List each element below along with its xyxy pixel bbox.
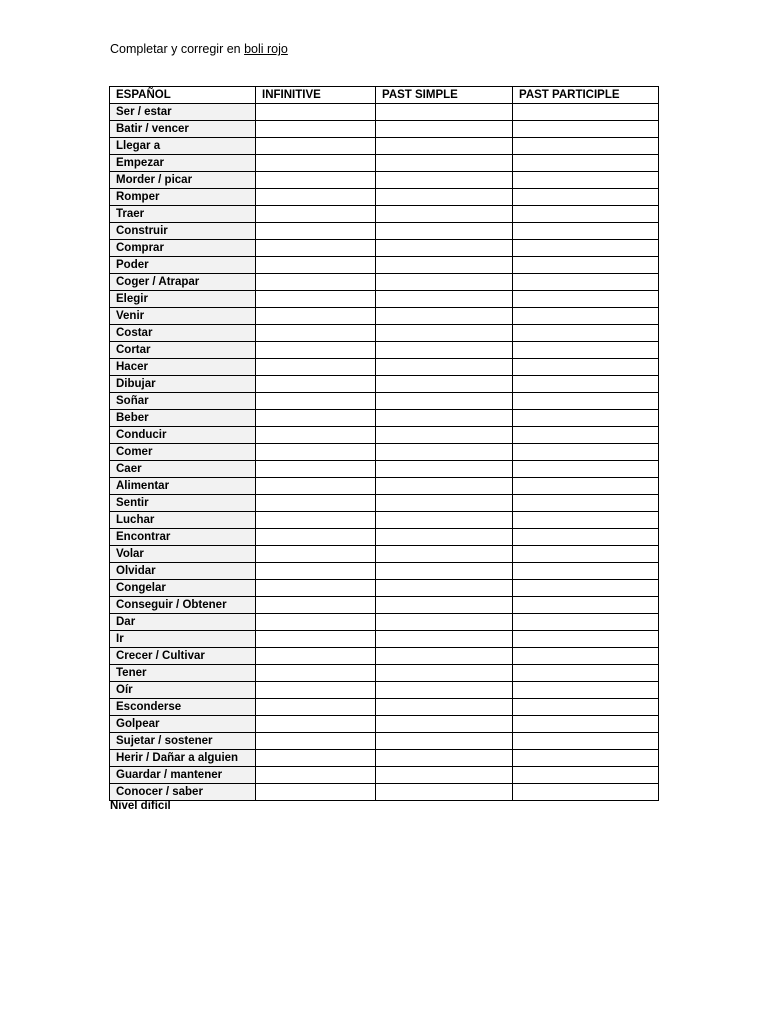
past-participle-cell[interactable] [513,427,659,444]
table-row [110,189,659,206]
past-simple-cell[interactable] [376,223,513,240]
infinitive-cell[interactable] [256,682,376,699]
spanish-verb-cell: Dibujar [110,376,256,393]
table-row [110,733,659,750]
past-simple-cell[interactable] [376,257,513,274]
past-participle-cell[interactable] [513,478,659,495]
past-simple-cell[interactable] [376,546,513,563]
past-simple-cell[interactable] [376,495,513,512]
past-simple-cell[interactable] [376,342,513,359]
table-row [110,359,659,376]
past-participle-cell[interactable] [513,665,659,682]
past-participle-cell[interactable] [513,138,659,155]
table-row [110,682,659,699]
past-simple-cell[interactable] [376,563,513,580]
past-simple-cell[interactable] [376,733,513,750]
past-participle-cell[interactable] [513,699,659,716]
footer-note: Nivel difícil [110,800,171,812]
infinitive-cell[interactable] [256,784,376,801]
infinitive-cell[interactable] [256,478,376,495]
spanish-verb-cell: Volar [110,546,256,563]
spanish-verb-cell: Luchar [110,512,256,529]
infinitive-cell[interactable] [256,240,376,257]
title-prefix: Completar y corregir en [110,42,245,56]
table-body [110,104,659,801]
past-participle-cell[interactable] [513,682,659,699]
document-title [110,42,288,56]
spanish-verb-cell: Encontrar [110,529,256,546]
spanish-verb-cell: Coger / Atrapar [110,274,256,291]
past-participle-cell[interactable] [513,784,659,801]
title-underlined: boli rojo [244,42,288,56]
header-past-simple: PAST SIMPLE [376,87,513,104]
past-simple-cell[interactable] [376,699,513,716]
past-participle-cell[interactable] [513,648,659,665]
table-row [110,155,659,172]
infinitive-cell[interactable] [256,121,376,138]
past-participle-cell[interactable] [513,291,659,308]
spanish-verb-cell: Congelar [110,580,256,597]
past-participle-cell[interactable] [513,240,659,257]
past-participle-cell[interactable] [513,206,659,223]
past-participle-cell[interactable] [513,597,659,614]
infinitive-cell[interactable] [256,750,376,767]
spanish-verb-cell: Crecer / Cultivar [110,648,256,665]
past-simple-cell[interactable] [376,631,513,648]
infinitive-cell[interactable] [256,597,376,614]
past-simple-cell[interactable] [376,597,513,614]
spanish-verb-cell: Costar [110,325,256,342]
infinitive-cell[interactable] [256,512,376,529]
infinitive-cell[interactable] [256,393,376,410]
past-simple-cell[interactable] [376,308,513,325]
spanish-verb-cell: Sentir [110,495,256,512]
table-row [110,512,659,529]
header-infinitive: INFINITIVE [256,87,376,104]
past-participle-cell[interactable] [513,172,659,189]
infinitive-cell[interactable] [256,274,376,291]
infinitive-cell[interactable] [256,342,376,359]
past-participle-cell[interactable] [513,614,659,631]
past-simple-cell[interactable] [376,410,513,427]
infinitive-cell[interactable] [256,461,376,478]
spanish-verb-cell: Beber [110,410,256,427]
past-participle-cell[interactable] [513,325,659,342]
past-simple-cell[interactable] [376,104,513,121]
infinitive-cell[interactable] [256,665,376,682]
infinitive-cell[interactable] [256,257,376,274]
spanish-verb-cell: Llegar a [110,138,256,155]
past-participle-cell[interactable] [513,750,659,767]
spanish-verb-cell: Comer [110,444,256,461]
infinitive-cell[interactable] [256,614,376,631]
past-participle-cell[interactable] [513,512,659,529]
table-row [110,172,659,189]
past-simple-cell[interactable] [376,716,513,733]
spanish-verb-cell: Conocer / saber [110,784,256,801]
past-participle-cell[interactable] [513,444,659,461]
table-row [110,750,659,767]
spanish-verb-cell: Morder / picar [110,172,256,189]
table-row [110,138,659,155]
table-row [110,784,659,801]
table-row [110,308,659,325]
past-simple-cell[interactable] [376,138,513,155]
spanish-verb-cell: Ser / estar [110,104,256,121]
past-simple-cell[interactable] [376,325,513,342]
spanish-verb-cell: Conseguir / Obtener [110,597,256,614]
infinitive-cell[interactable] [256,699,376,716]
table-row [110,291,659,308]
past-simple-cell[interactable] [376,478,513,495]
past-participle-cell[interactable] [513,359,659,376]
past-simple-cell[interactable] [376,784,513,801]
table-row [110,495,659,512]
table-row [110,563,659,580]
spanish-verb-cell: Olvidar [110,563,256,580]
infinitive-cell[interactable] [256,359,376,376]
spanish-verb-cell: Romper [110,189,256,206]
infinitive-cell[interactable] [256,529,376,546]
infinitive-cell[interactable] [256,716,376,733]
spanish-verb-cell: Traer [110,206,256,223]
spanish-verb-cell: Conducir [110,427,256,444]
past-simple-cell[interactable] [376,376,513,393]
table-row [110,206,659,223]
infinitive-cell[interactable] [256,308,376,325]
past-simple-cell[interactable] [376,750,513,767]
table-row [110,393,659,410]
header-row [110,87,659,104]
table-row [110,648,659,665]
past-participle-cell[interactable] [513,563,659,580]
spanish-verb-cell: Ir [110,631,256,648]
spanish-verb-cell: Caer [110,461,256,478]
past-participle-cell[interactable] [513,223,659,240]
table-row [110,529,659,546]
past-participle-cell[interactable] [513,257,659,274]
past-participle-cell[interactable] [513,121,659,138]
spanish-verb-cell: Construir [110,223,256,240]
header-espanol: ESPAÑOL [110,87,256,104]
past-simple-cell[interactable] [376,189,513,206]
infinitive-cell[interactable] [256,733,376,750]
spanish-verb-cell: Golpear [110,716,256,733]
infinitive-cell[interactable] [256,580,376,597]
past-simple-cell[interactable] [376,172,513,189]
infinitive-cell[interactable] [256,546,376,563]
past-participle-cell[interactable] [513,495,659,512]
past-participle-cell[interactable] [513,308,659,325]
infinitive-cell[interactable] [256,104,376,121]
past-participle-cell[interactable] [513,546,659,563]
table-row [110,767,659,784]
infinitive-cell[interactable] [256,206,376,223]
infinitive-cell[interactable] [256,427,376,444]
infinitive-cell[interactable] [256,410,376,427]
spanish-verb-cell: Sujetar / sostener [110,733,256,750]
table-row [110,461,659,478]
spanish-verb-cell: Hacer [110,359,256,376]
infinitive-cell[interactable] [256,155,376,172]
spanish-verb-cell: Dar [110,614,256,631]
spanish-verb-cell: Cortar [110,342,256,359]
infinitive-cell[interactable] [256,631,376,648]
past-participle-cell[interactable] [513,274,659,291]
table-row [110,597,659,614]
table-row [110,614,659,631]
past-simple-cell[interactable] [376,240,513,257]
past-participle-cell[interactable] [513,733,659,750]
past-participle-cell[interactable] [513,376,659,393]
spanish-verb-cell: Soñar [110,393,256,410]
table-row [110,546,659,563]
spanish-verb-cell: Venir [110,308,256,325]
table-row [110,665,659,682]
table-row [110,699,659,716]
infinitive-cell[interactable] [256,648,376,665]
past-simple-cell[interactable] [376,206,513,223]
infinitive-cell[interactable] [256,291,376,308]
past-simple-cell[interactable] [376,393,513,410]
table-row [110,104,659,121]
table-row [110,631,659,648]
past-simple-cell[interactable] [376,529,513,546]
table-row [110,410,659,427]
past-simple-cell[interactable] [376,461,513,478]
past-participle-cell[interactable] [513,580,659,597]
past-participle-cell[interactable] [513,393,659,410]
past-simple-cell[interactable] [376,767,513,784]
past-participle-cell[interactable] [513,155,659,172]
past-simple-cell[interactable] [376,427,513,444]
past-simple-cell[interactable] [376,274,513,291]
infinitive-cell[interactable] [256,189,376,206]
table-row [110,376,659,393]
header-past-participle: PAST PARTICIPLE [513,87,659,104]
table-row [110,121,659,138]
past-simple-cell[interactable] [376,648,513,665]
table-row [110,716,659,733]
table-row [110,240,659,257]
table-row [110,444,659,461]
table-row [110,223,659,240]
table-row [110,427,659,444]
spanish-verb-cell: Batir / vencer [110,121,256,138]
verb-table [109,86,659,801]
past-simple-cell[interactable] [376,444,513,461]
past-participle-cell[interactable] [513,716,659,733]
past-simple-cell[interactable] [376,155,513,172]
infinitive-cell[interactable] [256,767,376,784]
past-participle-cell[interactable] [513,104,659,121]
table-row [110,342,659,359]
spanish-verb-cell: Empezar [110,155,256,172]
past-participle-cell[interactable] [513,342,659,359]
past-simple-cell[interactable] [376,512,513,529]
spanish-verb-cell: Alimentar [110,478,256,495]
spanish-verb-cell: Herir / Dañar a alguien [110,750,256,767]
infinitive-cell[interactable] [256,444,376,461]
table-row [110,274,659,291]
past-simple-cell[interactable] [376,291,513,308]
past-simple-cell[interactable] [376,359,513,376]
table-row [110,478,659,495]
infinitive-cell[interactable] [256,138,376,155]
infinitive-cell[interactable] [256,376,376,393]
spanish-verb-cell: Elegir [110,291,256,308]
past-participle-cell[interactable] [513,410,659,427]
past-participle-cell[interactable] [513,631,659,648]
past-simple-cell[interactable] [376,580,513,597]
spanish-verb-cell: Guardar / mantener [110,767,256,784]
table-row [110,257,659,274]
spanish-verb-cell: Tener [110,665,256,682]
past-participle-cell[interactable] [513,767,659,784]
infinitive-cell[interactable] [256,223,376,240]
table-row [110,580,659,597]
past-participle-cell[interactable] [513,189,659,206]
infinitive-cell[interactable] [256,172,376,189]
infinitive-cell[interactable] [256,325,376,342]
spanish-verb-cell: Poder [110,257,256,274]
spanish-verb-cell: Comprar [110,240,256,257]
infinitive-cell[interactable] [256,495,376,512]
past-participle-cell[interactable] [513,461,659,478]
past-simple-cell[interactable] [376,665,513,682]
spanish-verb-cell: Esconderse [110,699,256,716]
table-row [110,325,659,342]
past-simple-cell[interactable] [376,614,513,631]
past-participle-cell[interactable] [513,529,659,546]
past-simple-cell[interactable] [376,682,513,699]
past-simple-cell[interactable] [376,121,513,138]
spanish-verb-cell: Oír [110,682,256,699]
infinitive-cell[interactable] [256,563,376,580]
